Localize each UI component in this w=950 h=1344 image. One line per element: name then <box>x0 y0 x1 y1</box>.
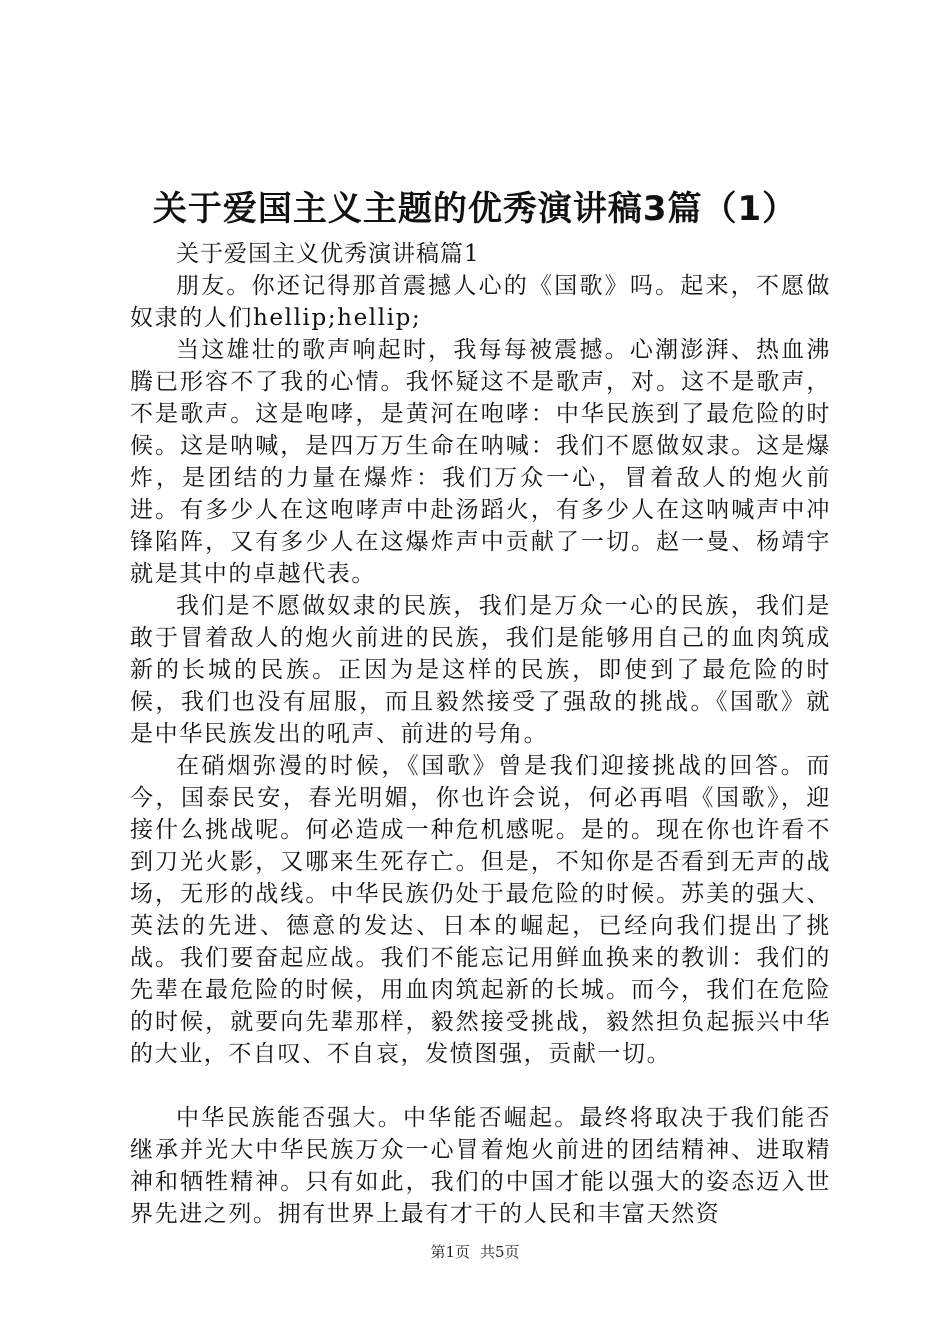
paragraph-spacer <box>130 1070 831 1102</box>
paragraph-2: 当这雄壮的歌声响起时，我每每被震撼。心潮澎湃、热血沸腾已形容不了我的心情。我怀疑这不是歌声，对。这不是歌声，不是歌声。这是咆哮，是黄河在咆哮：中华民族到了最危险的时候。这是呐喊，是四万万生命在呐喊：我们不愿做奴隶。这是爆炸，是团结的力量在爆炸：我们万众一心，冒着敌人的炮火前进。有多少人在这咆哮声中赴汤蹈火，有多少人在这呐喊声中冲锋陷阵，又有多少人在这爆炸声中贡献了一切。赵一曼、杨靖宇就是其中的卓越代表。 <box>130 337 831 587</box>
section-subtitle: 关于爱国主义优秀演讲稿篇1 <box>176 241 480 267</box>
paragraph-3: 我们是不愿做奴隶的民族，我们是万众一心的民族，我们是敢于冒着敌人的炮火前进的民族，我们是能够用自己的血肉筑成新的长城的民族。正因为是这样的民族，即使到了最危险的时候，我们也没有屈服，而且毅然接受了强敌的挑战。《国歌》就是中华民族发出的吼声、前进的号角。 <box>130 593 831 747</box>
paragraph-4: 在硝烟弥漫的时候，《国歌》曾是我们迎接挑战的回答。而今，国泰民安，春光明媚，你也许会说，何必再唱《国歌》，迎接什么挑战呢。何必造成一种危机感呢。是的。现在你也许看不到刀光火影，又哪来生死存亡。但是，不知你是否看到无声的战场，无形的战线。中华民族仍处于最危险的时候。苏美的强大、英法的先进、德意的发达、日本的崛起，已经向我们提出了挑战。我们要奋起应战。我们不能忘记用鲜血换来的教训：我们的先辈在最危险的时候，用血肉筑起新的长城。而今，我们在危险的时候，就要向先辈那样，毅然接受挑战，毅然担负起振兴中华的大业，不自叹、不自哀，发愤图强，贡献一切。 <box>130 753 831 1067</box>
paragraph-1: 朋友。你还记得那首震撼人心的《国歌》吗。起来，不愿做奴隶的人们hellip;hellip; <box>130 273 831 331</box>
document-title: 关于爱国主义主题的优秀演讲稿3篇（1） <box>152 189 798 229</box>
page-number: 第1页 <box>430 1243 470 1261</box>
page-total: 共5页 <box>480 1243 520 1261</box>
page-footer <box>0 1242 950 1262</box>
document-body <box>130 238 831 1230</box>
paragraph-5: 中华民族能否强大。中华能否崛起。最终将取决于我们能否继承并光大中华民族万众一心冒着炮火前进的团结精神、进取精神和牺牲精神。只有如此，我们的中国才能以强大的姿态迈入世界先进之列。拥有世界上最有才干的人民和丰富天然资 <box>130 1105 831 1227</box>
